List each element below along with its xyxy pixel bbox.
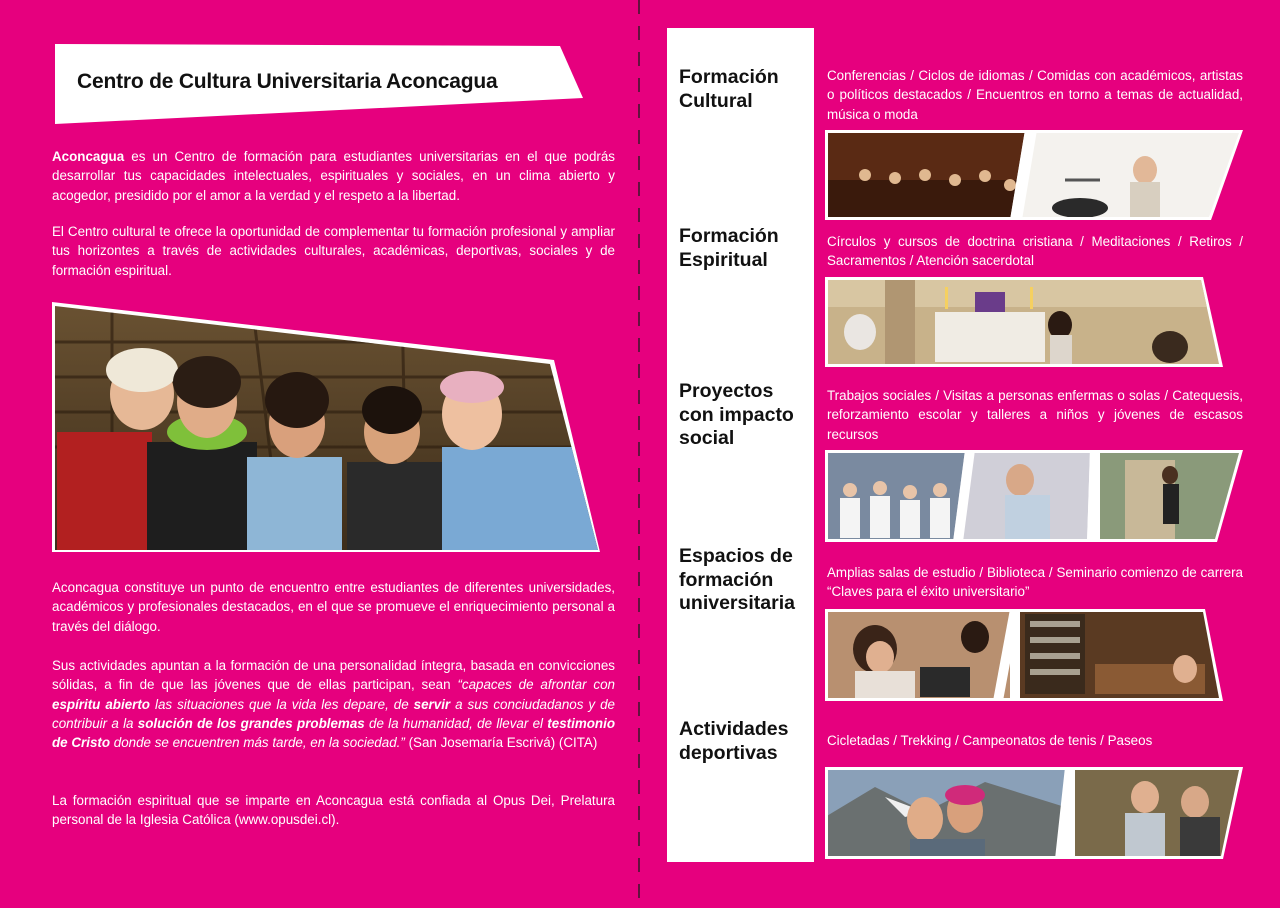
group-photo xyxy=(52,302,600,552)
quote-emphasis: espíritu abierto xyxy=(52,696,150,712)
title-line: deportivas xyxy=(679,741,778,764)
title-banner xyxy=(55,44,583,124)
body-paragraph-3: La formación espiritual que se imparte en Aconcagua está confiada al Opus Dei, Prelatura personal de la Iglesia Católica (www.opusdei.cl). xyxy=(52,793,615,828)
quote-emphasis: testimonio de Cristo xyxy=(52,715,615,751)
section-desc-cultural: Conferencias / Ciclos de idiomas / Comidas con académicos, artistas o políticos destacados / Encuentros en torno a temas de actualidad, música o moda xyxy=(827,68,1243,122)
section-desc-espiritual: Círculos y cursos de doctrina cristiana / Meditaciones / Retiros / Sacramentos / Atención sacerdotal xyxy=(827,234,1243,269)
quote-emphasis: solución de los grandes problemas xyxy=(137,715,365,731)
page-title: Centro de Cultura Universitaria Aconcagua xyxy=(77,70,498,93)
intro-text-1: es un Centro de formación para estudiantes universitarias en el que podrás desarrollar tus capacidades intelectuales, espirituales y sociales, en un clima abierto y acogedor, presidido por el amor a la verdad y el respeto a la libertad. xyxy=(52,149,615,203)
photo-espiritual xyxy=(825,277,1223,372)
title-line: Espiritual xyxy=(679,248,768,271)
section-title-cultural xyxy=(679,66,779,113)
title-line: Formación xyxy=(679,66,779,88)
title-line: con impacto xyxy=(679,403,794,426)
intro-paragraph-1 xyxy=(52,147,615,205)
title-line: social xyxy=(679,427,735,449)
title-line: formación xyxy=(679,568,774,591)
title-line: Formación xyxy=(679,225,779,247)
title-line: Actividades xyxy=(679,718,789,740)
body-paragraph-2 xyxy=(52,656,615,752)
photo-deportivas xyxy=(825,767,1243,864)
quote-text: a sus conciudadanos y de contribuir a la xyxy=(52,696,615,731)
fold-line xyxy=(638,0,640,908)
intro-paragraph-2: El Centro cultural te ofrece la oportunidad de complementar tu formación profesional y ampliar tus horizontes a través de actividades culturales, académicas, deportivas, sociales y de formación espiritual. xyxy=(52,224,615,278)
quote-text: donde se encuentren más tarde, en la sociedad.” xyxy=(110,735,405,751)
section-desc-deportivas: Cicletadas / Trekking / Campeonatos de tenis / Paseos xyxy=(827,733,1153,748)
photo-proyectos xyxy=(825,450,1243,547)
intro-brand: Aconcagua xyxy=(52,149,125,164)
quote-text: de la humanidad, de llevar el xyxy=(364,715,548,731)
section-title-deportivas xyxy=(679,718,788,765)
photo-espacios xyxy=(825,609,1223,706)
section-title-espacios xyxy=(679,545,795,616)
title-line: universitaria xyxy=(679,592,795,614)
quote-text: “capaces de afrontar con xyxy=(457,677,615,693)
title-line: Cultural xyxy=(679,89,753,112)
title-line: Espacios de xyxy=(679,545,793,567)
section-title-espiritual xyxy=(679,225,779,272)
body-paragraph-1: Aconcagua constituye un punto de encuentro entre estudiantes de diferentes universidades, académicos y profesionales destacados, en el que se promueve el enriquecimiento personal a través del diálogo. xyxy=(52,580,615,634)
section-desc-espacios: Amplias salas de estudio / Biblioteca / Seminario comienzo de carrera “Claves para el éxito universitario” xyxy=(827,565,1243,600)
photo-cultural xyxy=(825,130,1243,225)
quote-text: las situaciones que la vida les depare, de xyxy=(150,696,414,712)
title-line: Proyectos xyxy=(679,380,774,402)
section-title-proyectos xyxy=(679,380,794,451)
section-desc-proyectos: Trabajos sociales / Visitas a personas enfermas o solas / Catequesis, reforzamiento escolar y talleres a niños y jóvenes de escasos recursos xyxy=(827,388,1243,442)
quote-intro: Sus actividades apuntan a la formación de una personalidad íntegra, basada en convicciones sólidas, a fin de que las jóvenes que de ellas participan, sean xyxy=(52,658,615,693)
quote-citation: (San Josemaría Escrivá) (CITA) xyxy=(404,735,598,751)
quote-emphasis: servir xyxy=(413,696,451,712)
